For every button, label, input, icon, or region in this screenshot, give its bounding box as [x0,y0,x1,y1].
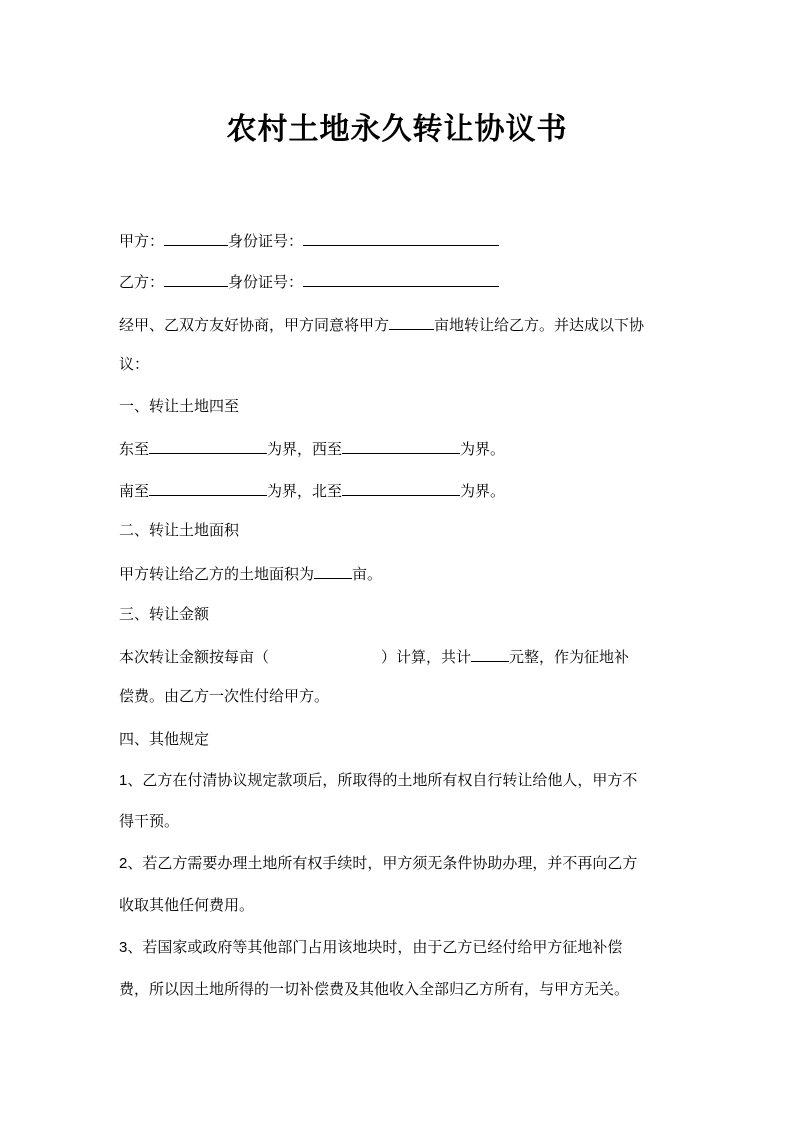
intro-line [119,314,644,336]
rule-line: 得干预。 [119,813,180,830]
east-west-line [119,438,505,460]
amount-line [119,646,629,668]
area-line [119,563,382,585]
south-blank [149,480,267,496]
area-unit: 亩。 [352,566,383,583]
section-1-heading: 一、转让土地四至 [119,398,240,415]
section-4-heading: 四、其他规定 [119,731,210,748]
intro-text-2: 亩地转让给乙方。并达成以下协 [434,317,645,334]
party-a-id-label: 身份证号： [228,233,304,250]
rule-line: 1、乙方在付清协议规定款项后，所取得的土地所有权自行转让给他人，甲方不 [119,772,638,789]
north-blank [342,480,460,496]
party-a-line [119,230,499,252]
party-a-id-blank [303,230,499,246]
east-blank [149,438,267,454]
intro-text: 经甲、乙双方友好协商，甲方同意将甲方 [119,317,390,334]
north-label: 为界，北至 [267,483,343,500]
party-b-label: 乙方： [119,274,165,291]
rule-line: 3、若国家或政府等其他部门占用该地块时，由于乙方已经付给甲方征地补偿 [119,939,623,956]
amount-text-2: ）计算，共计 [381,649,472,666]
mu-blank [389,314,434,330]
document-title: 农村土地永久转让协议书 [226,113,568,146]
south-label: 南至 [119,483,150,500]
total-blank [471,646,509,662]
area-text: 甲方转让给乙方的土地面积为 [119,566,315,583]
party-b-id-label: 身份证号： [228,274,304,291]
bound-end: 为界。 [460,483,506,500]
south-north-line [119,480,505,502]
party-b-id-blank [303,271,499,287]
east-label: 东至 [119,441,150,458]
amount-line-2: 偿费。由乙方一次性付给甲方。 [119,688,330,705]
amount-text: 本次转让金额按每亩（ [119,649,270,666]
section-2-heading: 二、转让土地面积 [119,522,240,539]
west-label: 为界，西至 [267,441,343,458]
intro-line-2: 议： [119,356,150,373]
rule-line: 2、若乙方需要办理土地所有权手续时，甲方须无条件协助办理，并不再向乙方 [119,855,638,872]
rule-line: 费，所以因土地所得的一切补偿费及其他收入全部归乙方所有，与甲方无关。 [119,981,630,998]
party-b-name-blank [164,271,228,287]
party-b-line [119,271,499,293]
party-a-name-blank [164,230,228,246]
section-3-heading: 三、转让金额 [119,606,210,623]
area-blank [314,563,352,579]
party-a-label: 甲方： [119,233,165,250]
amount-text-3: 元整，作为征地补 [509,649,630,666]
rule-line: 收取其他任何费用。 [119,897,255,914]
bound-end: 为界。 [460,441,506,458]
west-blank [342,438,460,454]
